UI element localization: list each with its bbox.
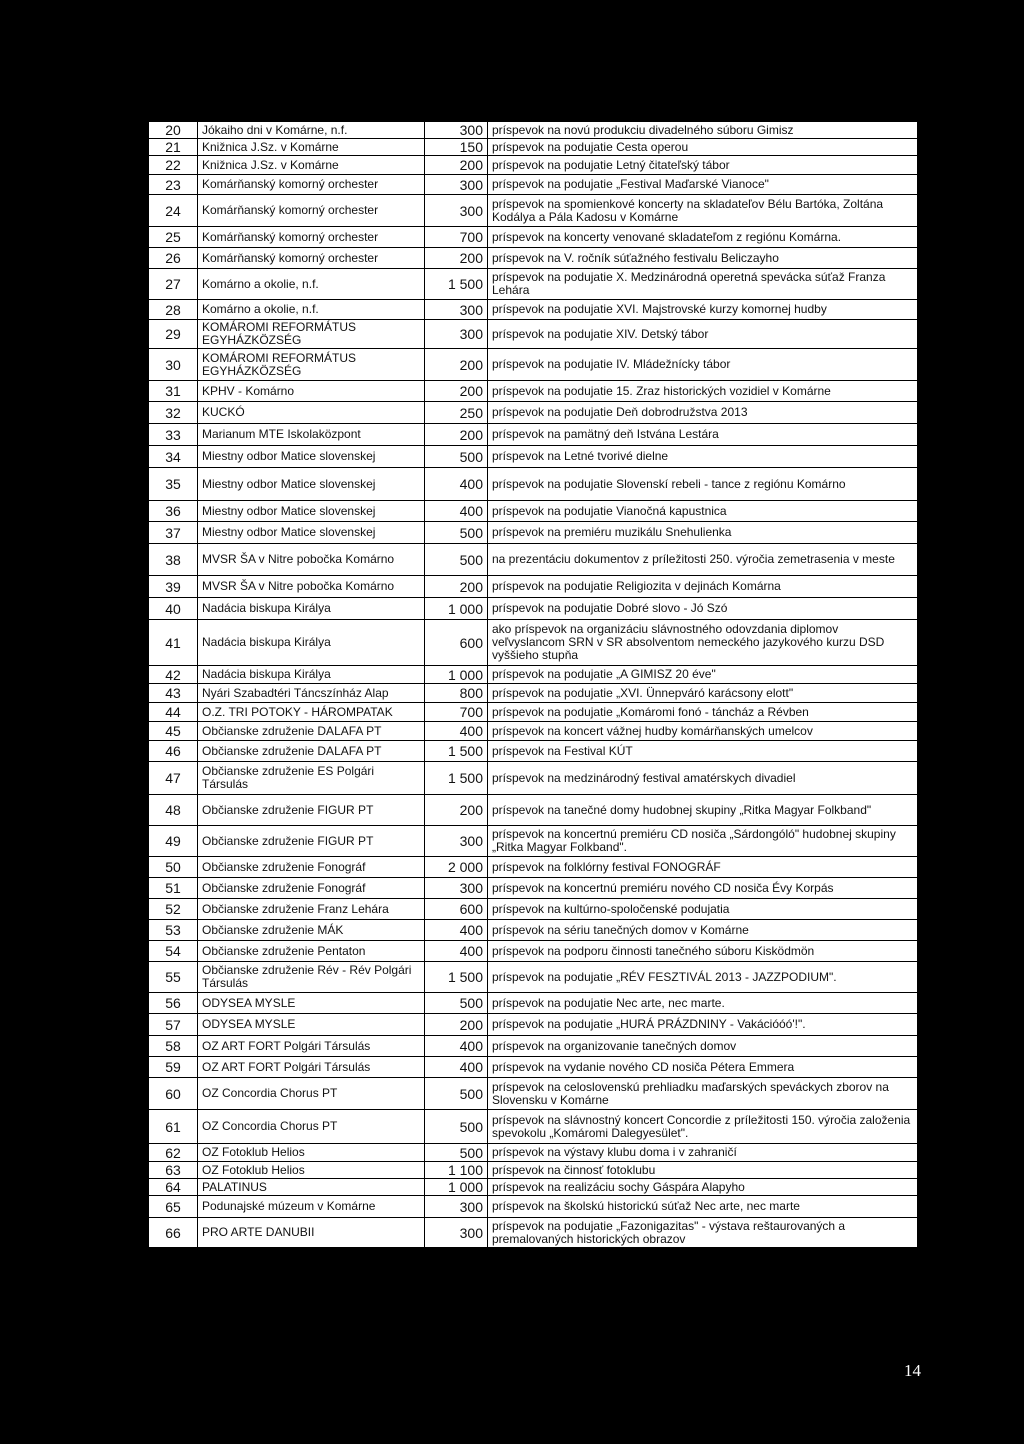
- grants-table: [148, 121, 918, 1248]
- amount-cell: 400: [425, 941, 488, 962]
- amount-cell: 400: [425, 1036, 488, 1057]
- purpose-cell: príspevok na koncertnú premiéru nového CD nosiča Évy Korpás: [488, 878, 918, 899]
- row-number: 38: [149, 544, 198, 576]
- row-number: 55: [149, 962, 198, 993]
- row-number: 29: [149, 320, 198, 349]
- purpose-cell: príspevok na spomienkové koncerty na skladateľov Bélu Bartóka, Zoltána Kodálya a Pála Kadosu v Komárne: [488, 195, 918, 227]
- amount-cell: 500: [425, 1144, 488, 1162]
- row-number: 64: [149, 1179, 198, 1196]
- organization-cell: Miestny odbor Matice slovenskej: [198, 501, 425, 522]
- organization-cell: OZ Concordia Chorus PT: [198, 1078, 425, 1110]
- amount-cell: 500: [425, 1078, 488, 1110]
- organization-cell: Občianske združenie Pentaton: [198, 941, 425, 962]
- row-number: 37: [149, 522, 198, 544]
- amount-cell: 200: [425, 795, 488, 826]
- purpose-cell: príspevok na podujatie Religiozita v dejinách Komárna: [488, 576, 918, 598]
- organization-cell: Miestny odbor Matice slovenskej: [198, 522, 425, 544]
- purpose-cell: príspevok na kultúrno-spoločenské podujatia: [488, 899, 918, 920]
- organization-cell: Jókaiho dni v Komárne, n.f.: [198, 122, 425, 139]
- purpose-cell: príspevok na slávnostný koncert Concordie z príležitosti 150. výročia založenia spevokolu „Komáromi Dalegyesület".: [488, 1110, 918, 1144]
- purpose-cell: príspevok na folklórny festival FONOGRÁF: [488, 857, 918, 878]
- table-row: [149, 269, 918, 300]
- organization-cell: Nadácia biskupa Királya: [198, 620, 425, 666]
- purpose-cell: príspevok na podujatie „HURÁ PRÁZDNINY - Vakációóó'!".: [488, 1014, 918, 1036]
- row-number: 20: [149, 122, 198, 139]
- organization-cell: OZ Fotoklub Helios: [198, 1144, 425, 1162]
- purpose-cell: príspevok na podujatie XIV. Detský tábor: [488, 320, 918, 349]
- amount-cell: 200: [425, 156, 488, 175]
- table-row: [149, 1218, 918, 1248]
- amount-cell: 250: [425, 402, 488, 424]
- purpose-cell: príspevok na organizovanie tanečných domov: [488, 1036, 918, 1057]
- table-row: [149, 349, 918, 381]
- row-number: 54: [149, 941, 198, 962]
- amount-cell: 200: [425, 1014, 488, 1036]
- table-row: [149, 544, 918, 576]
- amount-cell: 400: [425, 722, 488, 741]
- table-row: [149, 468, 918, 501]
- organization-cell: Nyári Szabadtéri Táncszínház Alap: [198, 684, 425, 703]
- organization-cell: O.Z. TRI POTOKY - HÁROMPATAK: [198, 703, 425, 722]
- amount-cell: 500: [425, 446, 488, 468]
- amount-cell: 1 500: [425, 269, 488, 300]
- row-number: 63: [149, 1162, 198, 1179]
- row-number: 25: [149, 227, 198, 248]
- purpose-cell: príspevok na medzinárodný festival amatérskych divadiel: [488, 762, 918, 795]
- purpose-cell: príspevok na premiéru muzikálu Snehulienka: [488, 522, 918, 544]
- table-row: [149, 666, 918, 684]
- amount-cell: 300: [425, 826, 488, 857]
- table-row: [149, 248, 918, 269]
- table-row: [149, 620, 918, 666]
- table-row: [149, 762, 918, 795]
- row-number: 50: [149, 857, 198, 878]
- organization-cell: Občianske združenie Fonográf: [198, 857, 425, 878]
- row-number: 65: [149, 1196, 198, 1218]
- organization-cell: Občianske združenie DALAFA PT: [198, 741, 425, 762]
- organization-cell: KPHV - Komárno: [198, 381, 425, 402]
- organization-cell: Komárňanský komorný orchester: [198, 248, 425, 269]
- table-row: [149, 1196, 918, 1218]
- amount-cell: 1 100: [425, 1162, 488, 1179]
- amount-cell: 1 500: [425, 762, 488, 795]
- purpose-cell: príspevok na podujatie Vianočná kapustnica: [488, 501, 918, 522]
- purpose-cell: príspevok na Letné tvorivé dielne: [488, 446, 918, 468]
- organization-cell: Občianske združenie MÁK: [198, 920, 425, 941]
- row-number: 43: [149, 684, 198, 703]
- amount-cell: 1 000: [425, 1179, 488, 1196]
- row-number: 57: [149, 1014, 198, 1036]
- organization-cell: KUCKÓ: [198, 402, 425, 424]
- row-number: 39: [149, 576, 198, 598]
- purpose-cell: príspevok na pamätný deň Istvána Lestára: [488, 424, 918, 446]
- organization-cell: OZ Concordia Chorus PT: [198, 1110, 425, 1144]
- table-row: [149, 320, 918, 349]
- organization-cell: OZ ART FORT Polgári Társulás: [198, 1057, 425, 1078]
- organization-cell: Komárňanský komorný orchester: [198, 195, 425, 227]
- organization-cell: Marianum MTE Iskolaközpont: [198, 424, 425, 446]
- purpose-cell: príspevok na tanečné domy hudobnej skupiny „Ritka Magyar Folkband": [488, 795, 918, 826]
- organization-cell: Občianske združenie FIGUR PT: [198, 795, 425, 826]
- amount-cell: 300: [425, 1218, 488, 1248]
- table-row: [149, 402, 918, 424]
- table-row: [149, 826, 918, 857]
- table-row: [149, 1057, 918, 1078]
- amount-cell: 150: [425, 139, 488, 156]
- page-number: 14: [904, 1361, 921, 1380]
- row-number: 53: [149, 920, 198, 941]
- row-number: 56: [149, 993, 198, 1014]
- amount-cell: 400: [425, 501, 488, 522]
- organization-cell: OZ Fotoklub Helios: [198, 1162, 425, 1179]
- purpose-cell: príspevok na sériu tanečných domov v Komárne: [488, 920, 918, 941]
- organization-cell: Občianske združenie FIGUR PT: [198, 826, 425, 857]
- organization-cell: MVSR ŠA v Nitre pobočka Komárno: [198, 576, 425, 598]
- organization-cell: PALATINUS: [198, 1179, 425, 1196]
- amount-cell: 200: [425, 576, 488, 598]
- purpose-cell: príspevok na podujatie „Komáromi fonó - táncház a Révben: [488, 703, 918, 722]
- organization-cell: MVSR ŠA v Nitre pobočka Komárno: [198, 544, 425, 576]
- purpose-cell: príspevok na podujatie IV. Mládežnícky tábor: [488, 349, 918, 381]
- purpose-cell: príspevok na podujatie „A GIMISZ 20 éve": [488, 666, 918, 684]
- row-number: 42: [149, 666, 198, 684]
- purpose-cell: príspevok na podporu činnosti tanečného súboru Kisködmön: [488, 941, 918, 962]
- purpose-cell: príspevok na podujatie 15. Zraz historických vozidiel v Komárne: [488, 381, 918, 402]
- table-row: [149, 501, 918, 522]
- purpose-cell: príspevok na koncert vážnej hudby komárňanských umelcov: [488, 722, 918, 741]
- table-row: [149, 722, 918, 741]
- purpose-cell: príspevok na podujatie Letný čitateľský tábor: [488, 156, 918, 175]
- table-row: [149, 962, 918, 993]
- table-row: [149, 941, 918, 962]
- organization-cell: Občianske združenie DALAFA PT: [198, 722, 425, 741]
- table-row: [149, 139, 918, 156]
- purpose-cell: príspevok na podujatie Cesta operou: [488, 139, 918, 156]
- organization-cell: Knižnica J.Sz. v Komárne: [198, 139, 425, 156]
- purpose-cell: príspevok na koncerty venované skladateľom z regiónu Komárna.: [488, 227, 918, 248]
- row-number: 34: [149, 446, 198, 468]
- table-row: [149, 381, 918, 402]
- amount-cell: 200: [425, 349, 488, 381]
- table-row: [149, 741, 918, 762]
- amount-cell: 500: [425, 1110, 488, 1144]
- row-number: 36: [149, 501, 198, 522]
- row-number: 21: [149, 139, 198, 156]
- amount-cell: 300: [425, 122, 488, 139]
- table-row: [149, 175, 918, 195]
- organization-cell: Občianske združenie ES Polgári Társulás: [198, 762, 425, 795]
- table-row: [149, 1179, 918, 1196]
- purpose-cell: príspevok na činnosť fotoklubu: [488, 1162, 918, 1179]
- table-row: [149, 156, 918, 175]
- table-row: [149, 857, 918, 878]
- purpose-cell: príspevok na školskú historickú súťaž Nec arte, nec marte: [488, 1196, 918, 1218]
- row-number: 45: [149, 722, 198, 741]
- organization-cell: Komárno a okolie, n.f.: [198, 269, 425, 300]
- table-row: [149, 878, 918, 899]
- organization-cell: Občianske združenie Fonográf: [198, 878, 425, 899]
- row-number: 28: [149, 300, 198, 320]
- amount-cell: 200: [425, 424, 488, 446]
- row-number: 41: [149, 620, 198, 666]
- purpose-cell: príspevok na podujatie Deň dobrodružstva 2013: [488, 402, 918, 424]
- table-row: [149, 899, 918, 920]
- table-row: [149, 1036, 918, 1057]
- organization-cell: Komárňanský komorný orchester: [198, 175, 425, 195]
- amount-cell: 300: [425, 320, 488, 349]
- row-number: 58: [149, 1036, 198, 1057]
- table-row: [149, 993, 918, 1014]
- row-number: 62: [149, 1144, 198, 1162]
- organization-cell: Občianske združenie Rév - Rév Polgári Társulás: [198, 962, 425, 993]
- purpose-cell: príspevok na podujatie X. Medzinárodná operetná spevácka súťaž Franza Lehára: [488, 269, 918, 300]
- grants-table-body: [149, 122, 918, 1248]
- organization-cell: ODYSEA MYSLE: [198, 1014, 425, 1036]
- row-number: 51: [149, 878, 198, 899]
- purpose-cell: príspevok na výstavy klubu doma i v zahraničí: [488, 1144, 918, 1162]
- purpose-cell: príspevok na celoslovenskú prehliadku maďarských speváckych zborov na Slovensku v Komárne: [488, 1078, 918, 1110]
- row-number: 26: [149, 248, 198, 269]
- amount-cell: 500: [425, 993, 488, 1014]
- amount-cell: 400: [425, 468, 488, 501]
- amount-cell: 800: [425, 684, 488, 703]
- purpose-cell: príspevok na Festival KÚT: [488, 741, 918, 762]
- amount-cell: 300: [425, 300, 488, 320]
- amount-cell: 300: [425, 1196, 488, 1218]
- amount-cell: 200: [425, 248, 488, 269]
- organization-cell: Miestny odbor Matice slovenskej: [198, 446, 425, 468]
- purpose-cell: príspevok na podujatie Dobré slovo - Jó Szó: [488, 598, 918, 620]
- row-number: 48: [149, 795, 198, 826]
- amount-cell: 2 000: [425, 857, 488, 878]
- row-number: 22: [149, 156, 198, 175]
- purpose-cell: príspevok na koncertnú premiéru CD nosiča „Sárdongóló" hudobnej skupiny „Ritka Magyar Folkband".: [488, 826, 918, 857]
- amount-cell: 500: [425, 544, 488, 576]
- table-row: [149, 446, 918, 468]
- row-number: 24: [149, 195, 198, 227]
- amount-cell: 300: [425, 195, 488, 227]
- row-number: 23: [149, 175, 198, 195]
- organization-cell: OZ ART FORT Polgári Társulás: [198, 1036, 425, 1057]
- table-row: [149, 1014, 918, 1036]
- row-number: 40: [149, 598, 198, 620]
- row-number: 61: [149, 1110, 198, 1144]
- amount-cell: 600: [425, 899, 488, 920]
- purpose-cell: príspevok na podujatie Nec arte, nec marte.: [488, 993, 918, 1014]
- purpose-cell: príspevok na podujatie „XVI. Ünnepváró karácsony elott": [488, 684, 918, 703]
- organization-cell: Komárňanský komorný orchester: [198, 227, 425, 248]
- purpose-cell: príspevok na realizáciu sochy Gáspára Alapyho: [488, 1179, 918, 1196]
- table-row: [149, 1078, 918, 1110]
- row-number: 32: [149, 402, 198, 424]
- table-row: [149, 522, 918, 544]
- table-row: [149, 1144, 918, 1162]
- row-number: 49: [149, 826, 198, 857]
- table-row: [149, 795, 918, 826]
- amount-cell: 200: [425, 381, 488, 402]
- row-number: 46: [149, 741, 198, 762]
- amount-cell: 300: [425, 175, 488, 195]
- organization-cell: Podunajské múzeum v Komárne: [198, 1196, 425, 1218]
- table-row: [149, 300, 918, 320]
- row-number: 44: [149, 703, 198, 722]
- table-row: [149, 424, 918, 446]
- purpose-cell: príspevok na podujatie „Fazonigazitas" - výstava reštaurovaných a premalovaných historických obrazov: [488, 1218, 918, 1248]
- table-row: [149, 1110, 918, 1144]
- row-number: 27: [149, 269, 198, 300]
- row-number: 30: [149, 349, 198, 381]
- row-number: 59: [149, 1057, 198, 1078]
- amount-cell: 700: [425, 703, 488, 722]
- organization-cell: Občianske združenie Franz Lehára: [198, 899, 425, 920]
- organization-cell: Knižnica J.Sz. v Komárne: [198, 156, 425, 175]
- organization-cell: Nadácia biskupa Királya: [198, 666, 425, 684]
- row-number: 47: [149, 762, 198, 795]
- purpose-cell: na prezentáciu dokumentov z príležitosti 250. výročia zemetrasenia v meste: [488, 544, 918, 576]
- organization-cell: KOMÁROMI REFORMÁTUS EGYHÁZKÖZSÉG: [198, 349, 425, 381]
- row-number: 31: [149, 381, 198, 402]
- organization-cell: Komárno a okolie, n.f.: [198, 300, 425, 320]
- table-row: [149, 227, 918, 248]
- amount-cell: 400: [425, 1057, 488, 1078]
- amount-cell: 300: [425, 878, 488, 899]
- amount-cell: 400: [425, 920, 488, 941]
- organization-cell: Miestny odbor Matice slovenskej: [198, 468, 425, 501]
- table-row: [149, 598, 918, 620]
- purpose-cell: príspevok na podujatie „Festival Maďarské Vianoce": [488, 175, 918, 195]
- row-number: 60: [149, 1078, 198, 1110]
- amount-cell: 700: [425, 227, 488, 248]
- table-row: [149, 122, 918, 139]
- purpose-cell: ako príspevok na organizáciu slávnostného odovzdania diplomov veľvyslancom SRN v SR absolventom nemeckého jazykového kurzu DSD vyššieho stupňa: [488, 620, 918, 666]
- table-row: [149, 920, 918, 941]
- row-number: 35: [149, 468, 198, 501]
- amount-cell: 1 500: [425, 962, 488, 993]
- table-row: [149, 195, 918, 227]
- row-number: 52: [149, 899, 198, 920]
- row-number: 33: [149, 424, 198, 446]
- table-row: [149, 684, 918, 703]
- amount-cell: 600: [425, 620, 488, 666]
- amount-cell: 500: [425, 522, 488, 544]
- purpose-cell: príspevok na podujatie XVI. Majstrovské kurzy komornej hudby: [488, 300, 918, 320]
- organization-cell: ODYSEA MYSLE: [198, 993, 425, 1014]
- amount-cell: 1 500: [425, 741, 488, 762]
- table-row: [149, 1162, 918, 1179]
- purpose-cell: príspevok na V. ročník súťažného festivalu Beliczayho: [488, 248, 918, 269]
- table-row: [149, 703, 918, 722]
- purpose-cell: príspevok na vydanie nového CD nosiča Pétera Emmera: [488, 1057, 918, 1078]
- organization-cell: Nadácia biskupa Királya: [198, 598, 425, 620]
- table-row: [149, 576, 918, 598]
- amount-cell: 1 000: [425, 666, 488, 684]
- purpose-cell: príspevok na podujatie „RÉV FESZTIVÁL 2013 - JAZZPODIUM".: [488, 962, 918, 993]
- amount-cell: 1 000: [425, 598, 488, 620]
- purpose-cell: príspevok na novú produkciu divadelného súboru Gimisz: [488, 122, 918, 139]
- row-number: 66: [149, 1218, 198, 1248]
- organization-cell: PRO ARTE DANUBII: [198, 1218, 425, 1248]
- purpose-cell: príspevok na podujatie Slovenskí rebeli - tance z regiónu Komárno: [488, 468, 918, 501]
- organization-cell: KOMÁROMI REFORMÁTUS EGYHÁZKÖZSÉG: [198, 320, 425, 349]
